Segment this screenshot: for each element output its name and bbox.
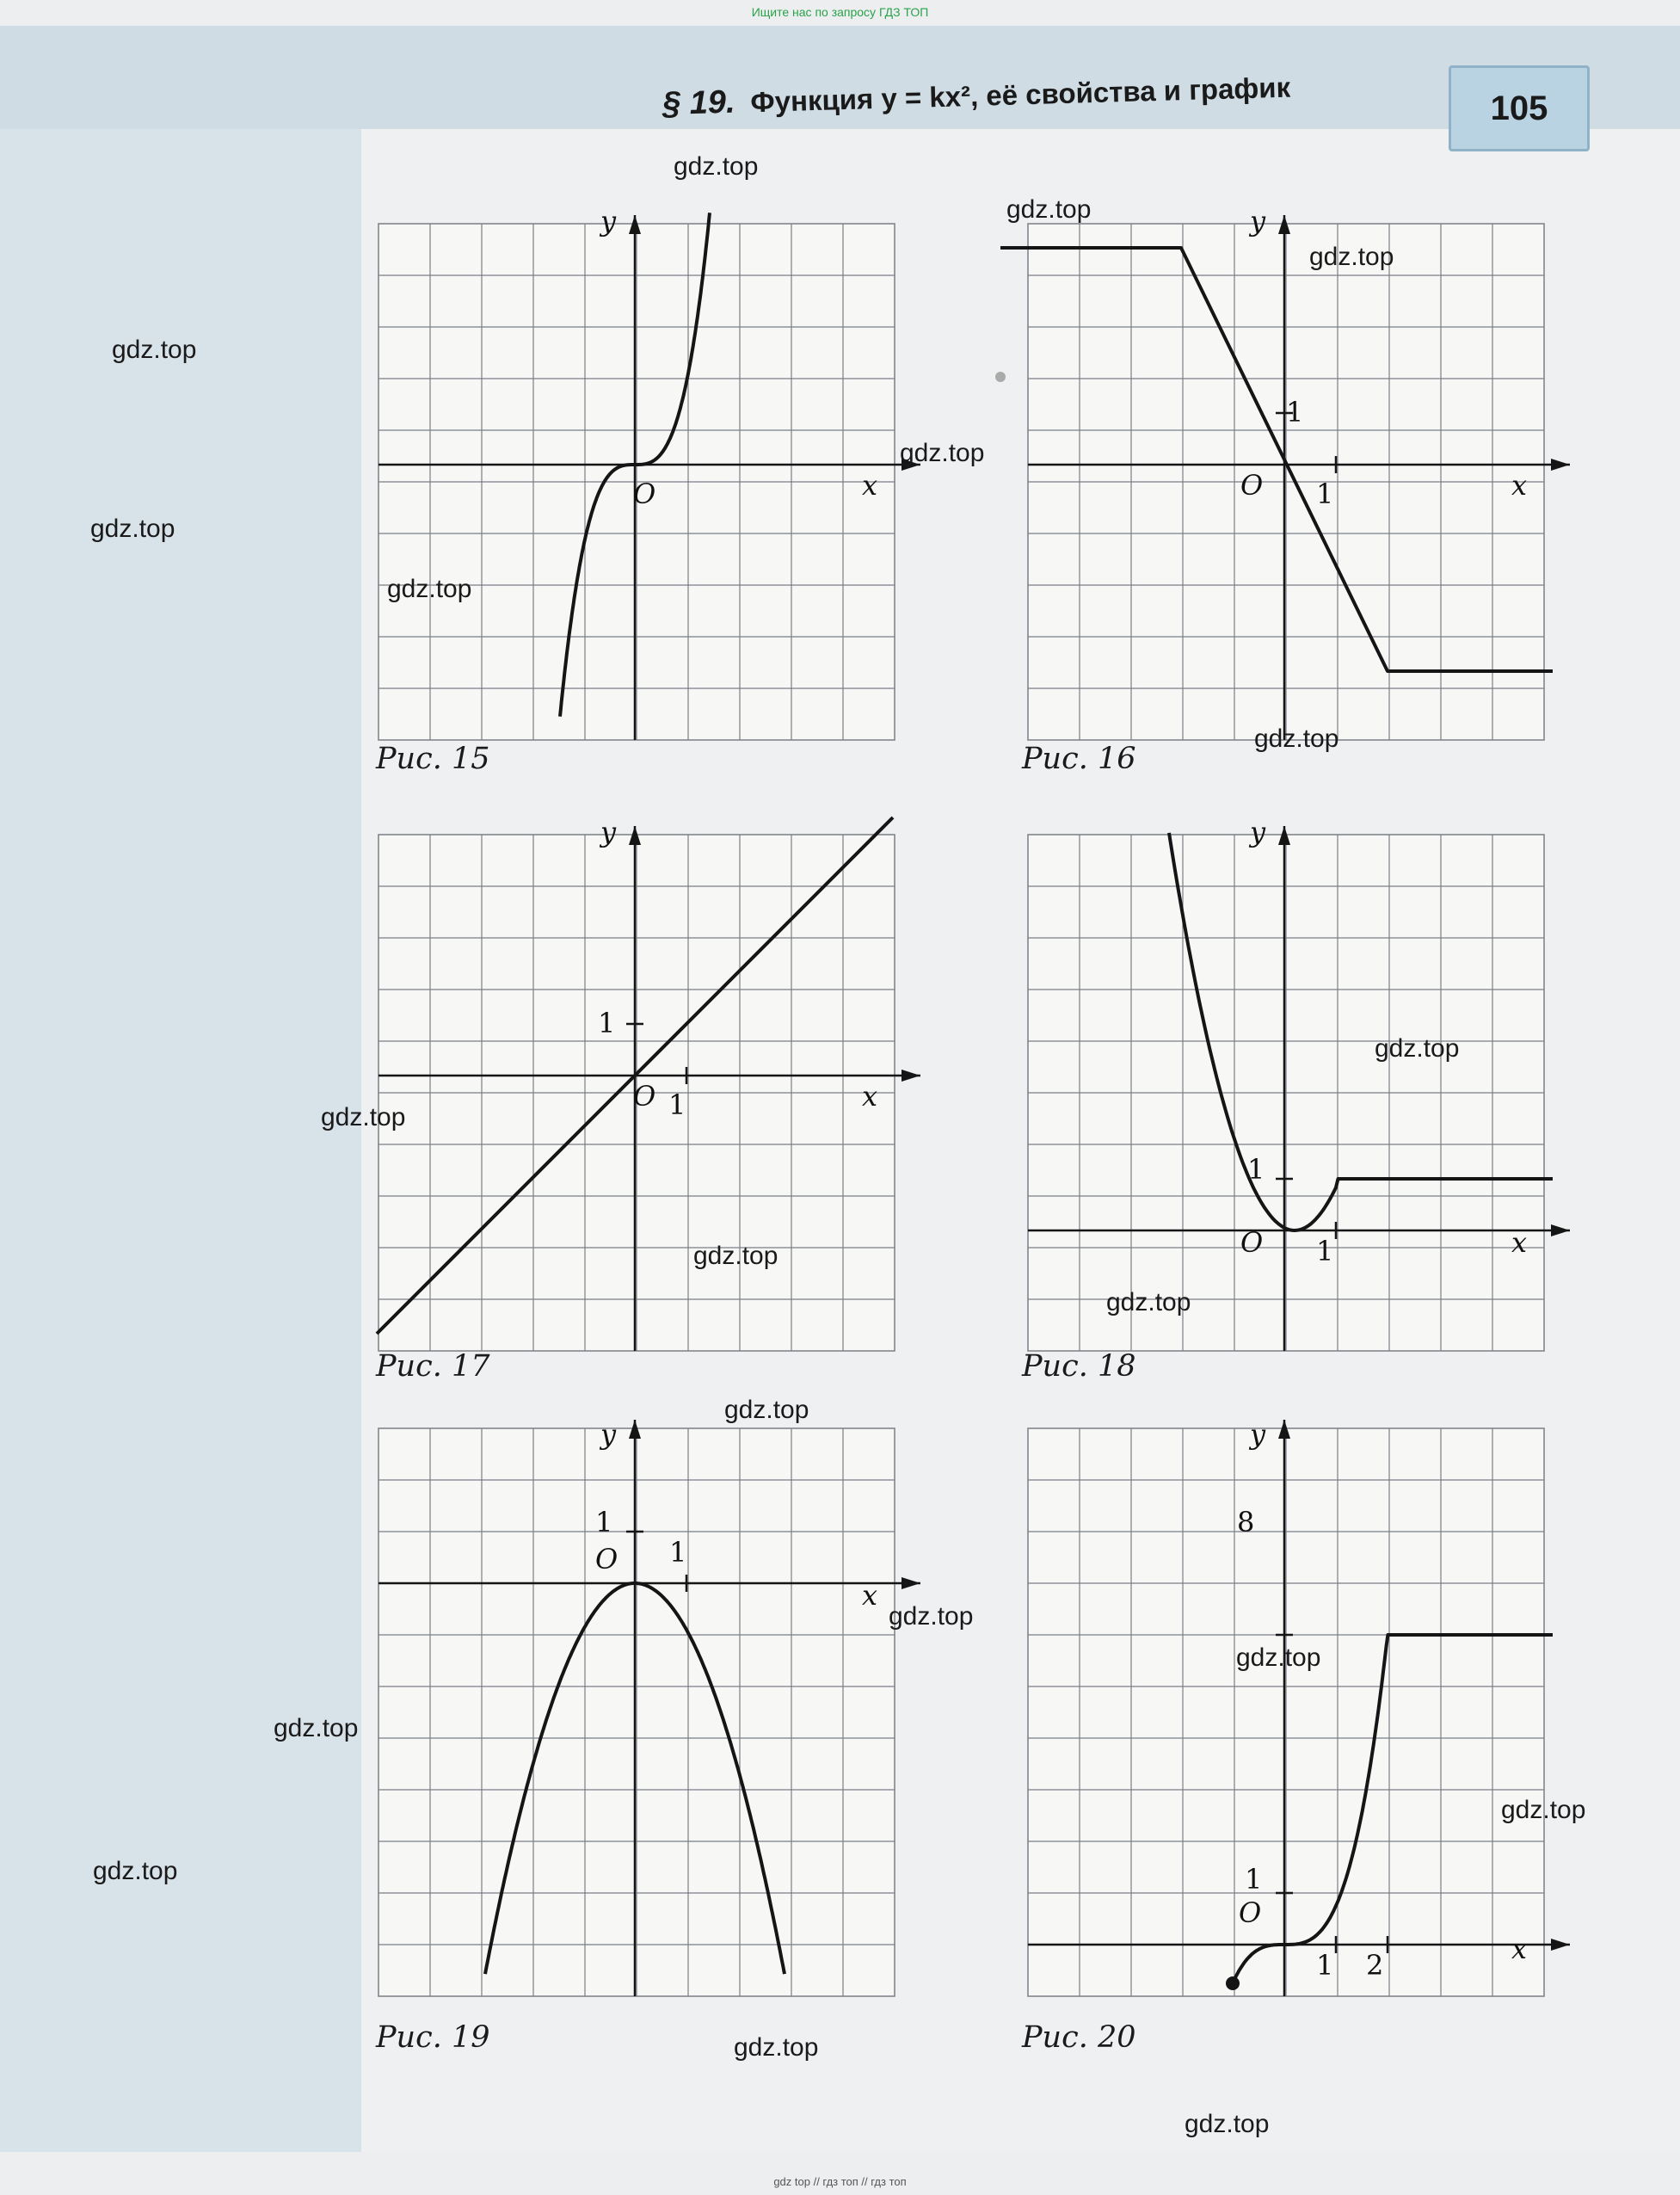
fig20-unit-x2: 2 xyxy=(1366,1949,1384,1982)
figure-17 xyxy=(344,817,895,1351)
caption-fig16: Рис. 16 xyxy=(1022,742,1136,776)
fig20-y-label: y xyxy=(1250,1418,1266,1451)
figure-20 xyxy=(994,1411,1544,1996)
fig20-unit-y2: 8 xyxy=(1237,1506,1255,1538)
watermark: gdz.top xyxy=(1006,195,1092,224)
bottom-watermark-note: gdz top // гдз топ // гдз топ xyxy=(773,2175,907,2188)
caption-fig15: Рис. 15 xyxy=(376,742,490,776)
watermark: gdz.top xyxy=(900,439,985,467)
fig15-y-label: y xyxy=(600,205,617,237)
fig19-origin-label: O xyxy=(595,1543,618,1575)
figure-18 xyxy=(994,817,1544,1351)
caption-fig17: Рис. 17 xyxy=(376,1349,490,1384)
watermark: gdz.top xyxy=(321,1103,406,1131)
watermark: gdz.top xyxy=(1185,2110,1270,2138)
fig19-y-label: y xyxy=(600,1418,617,1451)
fig18-origin-label: O xyxy=(1240,1226,1264,1259)
fig18-y-label: y xyxy=(1250,816,1266,848)
watermark: gdz.top xyxy=(889,1602,974,1631)
fig20-unit-y: 1 xyxy=(1245,1863,1263,1896)
fig20-unit-x: 1 xyxy=(1316,1949,1334,1982)
fig15-x-label: x xyxy=(862,469,878,502)
section-title: Функция y = kx², её свойства и график xyxy=(749,71,1291,119)
figure-19 xyxy=(344,1411,895,1996)
figure-16 xyxy=(994,207,1544,740)
fig16-y-label: y xyxy=(1250,205,1266,237)
caption-fig20: Рис. 20 xyxy=(1022,2020,1136,2055)
fig15-origin-label: O xyxy=(633,478,656,510)
fig20-endpoint xyxy=(1226,1976,1240,1990)
section-number: § 19. xyxy=(662,83,736,122)
watermark: gdz.top xyxy=(1501,1796,1586,1824)
fig18-unit-x: 1 xyxy=(1316,1235,1334,1267)
watermark: gdz.top xyxy=(1106,1288,1191,1316)
fig19-unit-y: 1 xyxy=(595,1506,613,1538)
top-watermark-note: Ищите нас по запросу ГДЗ ТОП xyxy=(751,5,929,19)
fig19-x-label: x xyxy=(862,1579,878,1612)
fig19-unit-x: 1 xyxy=(669,1536,687,1569)
page-number: 105 xyxy=(1449,65,1590,151)
watermark: gdz.top xyxy=(1375,1034,1460,1063)
fig16-endpoint xyxy=(995,372,1006,382)
watermark: gdz.top xyxy=(90,515,175,543)
fig17-unit-x: 1 xyxy=(668,1088,686,1121)
watermark: gdz.top xyxy=(734,2033,819,2062)
watermark: gdz.top xyxy=(674,152,759,181)
fig17-origin-label: O xyxy=(633,1080,656,1113)
fig20-x-label: x xyxy=(1511,1933,1528,1965)
watermark: gdz.top xyxy=(1254,724,1339,753)
fig17-x-label: x xyxy=(862,1080,878,1113)
watermark: gdz.top xyxy=(693,1242,778,1270)
fig16-origin-label: O xyxy=(1240,469,1264,502)
watermark: gdz.top xyxy=(1236,1643,1321,1672)
fig16-x-label: x xyxy=(1511,469,1528,502)
fig18-x-label: x xyxy=(1511,1226,1528,1259)
fig20-origin-label: O xyxy=(1239,1896,1262,1929)
fig17-y-label: y xyxy=(600,816,617,848)
watermark: gdz.top xyxy=(274,1714,359,1742)
figure-15 xyxy=(344,207,895,740)
fig18-unit-y: 1 xyxy=(1247,1153,1265,1186)
watermark: gdz.top xyxy=(112,336,197,364)
fig16-unit-y: 1 xyxy=(1286,396,1304,429)
fig16-unit-x: 1 xyxy=(1316,478,1334,510)
watermark: gdz.top xyxy=(387,575,472,603)
watermark: gdz.top xyxy=(1309,243,1394,271)
watermark: gdz.top xyxy=(724,1396,809,1424)
watermark: gdz.top xyxy=(93,1857,178,1885)
fig17-unit-y: 1 xyxy=(598,1007,616,1039)
caption-fig19: Рис. 19 xyxy=(376,2020,490,2055)
caption-fig18: Рис. 18 xyxy=(1022,1349,1136,1384)
